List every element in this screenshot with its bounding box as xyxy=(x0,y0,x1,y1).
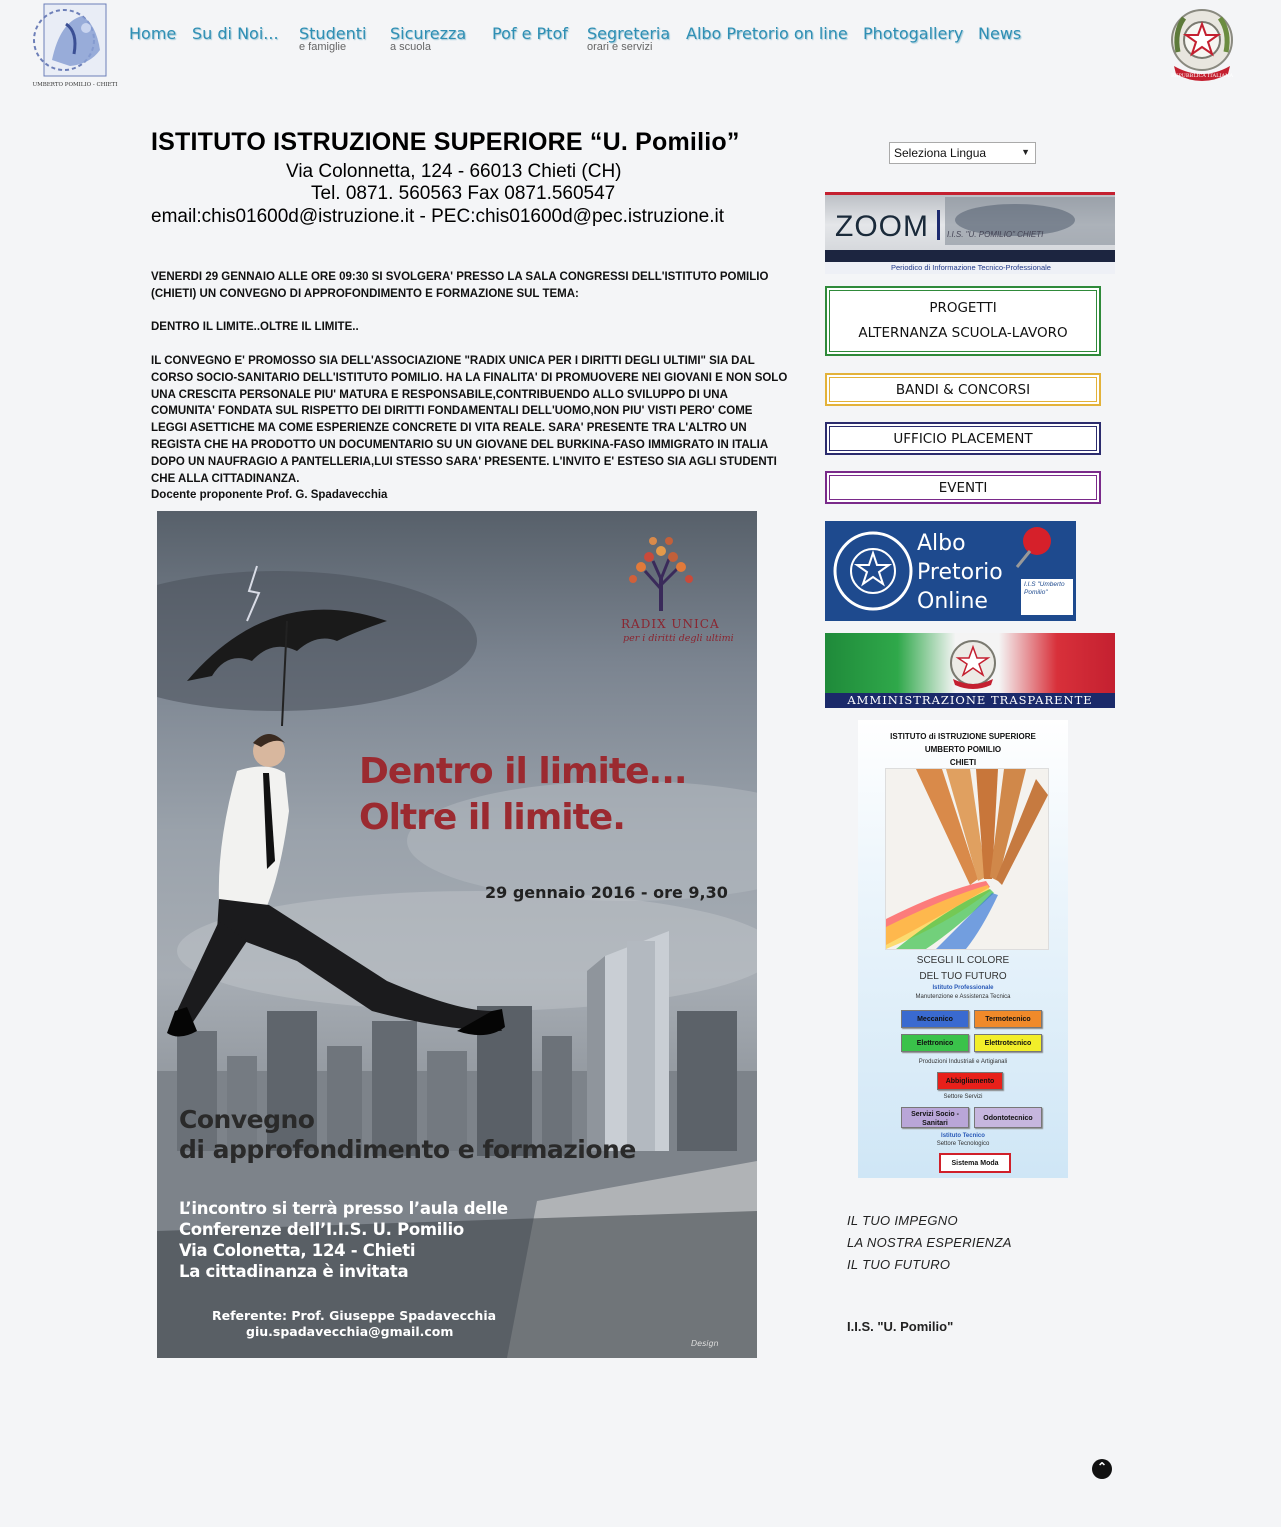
offer-termotecnico[interactable]: Termotecnico xyxy=(974,1010,1042,1028)
nav-home-label: Home xyxy=(129,24,177,43)
school-motto xyxy=(847,1210,1012,1276)
offerta-formativa-card[interactable] xyxy=(858,720,1068,1178)
ufficio-label: UFFICIO PLACEMENT xyxy=(893,430,1033,447)
article-paragraph-body: IL CONVEGNO E' PROMOSSO SIA DELL'ASSOCIAZIONE "RADIX UNICA PER I DIRITTI DEGLI ULTIMI" SIA DAL CORSO SOCIO-SANITARIO DELL'ISTITUTO POMILIO. HA LA FINALITA' DI PROMUOVERE NEI GIOVANI E NON SOLO UNA CRESCITA PERSONALE PIU' MATURA E RESPONSABILE,CONTRIBUENDO ALLO SVILUPPO DI UNA COMUNITA' FONDATA SUL RISPETTO DEI DIRITTI FONDAMENTALI DELL'UOMO,NON PIU' VISTI PERO' COME LEGGI ASETTICHE MA COME ESPERIENZE CONCRETE DI VITA REALE. SARA' PRESENTE TRA L'ALTRO UN REGISTA CHE HA PRODOTTO UN DOCUMENTARIO SU UN GIOVANE DEL BURKINA-FASO IMMIGRATO IN ITALIA DOPO UN NAUFRAGIO A PANTELLERIA,LUI STESSO SARA' PRESENTE. L'INVITO E' ESTESO SIA AGLI STUDENTI CHE ALLA CITTADINANZA. xyxy=(151,354,788,485)
nav-albo-pretorio[interactable] xyxy=(686,24,848,43)
poster-signature: Design xyxy=(691,1339,719,1348)
offer-sistema-moda[interactable]: Sistema Moda xyxy=(939,1153,1011,1173)
offer-head-line3: CHIETI xyxy=(949,758,977,767)
nav-studenti[interactable] xyxy=(299,24,366,53)
offer-slogan-line1: SCEGLI IL COLORE xyxy=(916,955,1010,966)
poster-incontro-line: La cittadinanza è invitata xyxy=(179,1262,409,1281)
ufficio-placement-button[interactable] xyxy=(825,422,1101,455)
motto-line: IL TUO IMPEGNO xyxy=(847,1213,958,1228)
offer-slogan xyxy=(858,953,1068,985)
school-name: ISTITUTO ISTRUZIONE SUPERIORE “U. Pomilio” xyxy=(151,128,740,156)
bandi-label: BANDI & CONCORSI xyxy=(895,381,1031,398)
motto-line: IL TUO FUTURO xyxy=(847,1257,951,1272)
offer-odontotecnico[interactable]: Odontotecnico xyxy=(974,1107,1042,1128)
zoom-subtitle: I.I.S. "U. POMILIO" CHIETI xyxy=(947,230,1044,239)
bandi-concorsi-button[interactable] xyxy=(825,373,1101,406)
event-article xyxy=(151,269,791,504)
offer-elettronico[interactable]: Elettronico xyxy=(901,1034,969,1052)
school-signature: I.I.S. "U. Pomilio" xyxy=(847,1319,954,1334)
albo-line2: Pretorio xyxy=(917,560,1003,585)
article-paragraph-theme: DENTRO IL LIMITE..OLTRE IL LIMITE.. xyxy=(151,321,359,334)
nav-albo-pretorio-label: Albo Pretorio on line xyxy=(686,24,848,43)
article-paragraph-intro: VENERDI 29 GENNAIO ALLE ORE 09:30 SI SVOLGERA' PRESSO LA SALA CONGRESSI DELL'ISTITUTO POMILIO (CHIETI) UN CONVEGNO DI APPROFONDIMENTO E FORMAZIONE SUL TEMA: xyxy=(151,271,769,300)
nav-studenti-label: Studenti xyxy=(299,24,367,43)
albo-line3: Online xyxy=(917,589,988,614)
nav-home[interactable] xyxy=(129,24,176,43)
eventi-label: EVENTI xyxy=(938,479,988,496)
svg-text:REPUBBLICA ITALIANA: REPUBBLICA ITALIANA xyxy=(1170,73,1234,79)
albo-pretorio-banner[interactable] xyxy=(825,521,1076,621)
offer-tecnico: Istituto Tecnico xyxy=(941,1133,985,1139)
nav-sicurezza-label: Sicurezza xyxy=(390,24,467,43)
svg-text:UMBERTO POMILIO - CHIETI: UMBERTO POMILIO - CHIETI xyxy=(32,82,118,88)
nav-news[interactable] xyxy=(978,24,1021,43)
poster-referente: Referente: Prof. Giuseppe Spadavecchia xyxy=(212,1308,497,1323)
nav-pof-ptof-label: Pof e Ptof xyxy=(492,24,568,43)
offer-meccanico[interactable]: Meccanico xyxy=(901,1010,969,1028)
school-phone: Tel. 0871. 560563 Fax 0871.560547 xyxy=(311,183,616,204)
nav-su-di-noi-label: Su di Noi... xyxy=(192,24,279,43)
amministrazione-trasparente-banner[interactable] xyxy=(825,633,1115,708)
poster-title-line1: Dentro il limite... xyxy=(359,751,687,792)
offer-settore-tecnologico: Settore Tecnologico xyxy=(936,1141,990,1147)
poster-date: 29 gennaio 2016 - ore 9,30 xyxy=(485,883,728,902)
progetti-label-line1: PROGETTI xyxy=(929,300,997,316)
article-paragraph-teacher: Docente proponente Prof. G. Spadavecchia xyxy=(151,489,388,502)
event-poster[interactable] xyxy=(157,511,757,1358)
poster-brand-sub: per i diritti degli ultimi xyxy=(623,633,734,644)
offer-elettrotecnico[interactable]: Elettrotecnico xyxy=(974,1034,1042,1052)
scroll-to-top-button[interactable] xyxy=(1092,1459,1112,1479)
chevron-down-icon: ▼ xyxy=(1021,147,1030,157)
poster-referente-email: giu.spadavecchia@gmail.com xyxy=(246,1324,454,1339)
offer-slogan-line2: DEL TUO FUTURO xyxy=(919,971,1007,982)
nav-su-di-noi[interactable] xyxy=(192,24,279,43)
language-select[interactable] xyxy=(889,142,1036,164)
motto-line: LA NOSTRA ESPERIENZA xyxy=(847,1235,1012,1250)
chevron-up-icon: ⌃ xyxy=(1096,1460,1108,1474)
school-logo[interactable] xyxy=(30,2,120,90)
zoom-footer: Periodico di Informazione Tecnico-Professionale xyxy=(825,262,1115,274)
language-select-value: Seleziona Lingua xyxy=(894,146,987,160)
poster-incontro-line: Via Colonetta, 124 - Chieti xyxy=(179,1241,416,1260)
offer-head-line2: UMBERTO POMILIO xyxy=(924,745,1002,754)
nav-news-label: News xyxy=(978,24,1022,43)
zoom-periodical-banner[interactable] xyxy=(825,192,1115,274)
poster-convegno-line1: Convegno xyxy=(179,1105,315,1134)
school-address: Via Colonnetta, 124 - 66013 Chieti (CH) xyxy=(286,161,622,182)
poster-incontro-line: Conferenze dell’I.I.S. U. Pomilio xyxy=(179,1220,464,1239)
nav-segreteria-sub: orari e servizi xyxy=(587,41,653,53)
offer-head-line1: ISTITUTO di ISTRUZIONE SUPERIORE xyxy=(890,732,1036,741)
offer-heading xyxy=(858,730,1068,769)
offer-produzioni: Produzioni Industriali e Artigianali xyxy=(918,1059,1008,1065)
colored-pencils-image xyxy=(885,768,1049,950)
nav-studenti-sub: e famiglie xyxy=(299,41,347,53)
offer-settore-servizi: Settore Servizi xyxy=(943,1094,983,1100)
offer-professionale: Istituto Professionale xyxy=(932,985,994,991)
albo-line1: Albo xyxy=(917,531,966,556)
eventi-button[interactable] xyxy=(825,471,1101,504)
offer-abbigliamento[interactable]: Abbigliamento xyxy=(937,1072,1003,1090)
trasparente-label: AMMINISTRAZIONE TRASPARENTE xyxy=(825,693,1115,708)
nav-segreteria-label: Segreteria xyxy=(587,24,671,43)
poster-convegno-line2: di approfondimento e formazione xyxy=(179,1135,636,1164)
nav-sicurezza-sub: a scuola xyxy=(390,41,431,53)
republic-emblem xyxy=(1166,2,1238,84)
nav-sicurezza[interactable] xyxy=(390,24,466,53)
poster-incontro-line: L’incontro si terrà presso l’aula delle xyxy=(179,1199,508,1218)
progetti-alternanza-button[interactable] xyxy=(825,286,1101,356)
progetti-label-line2: ALTERNANZA SCUOLA-LAVORO xyxy=(858,325,1068,341)
nav-photogallery[interactable] xyxy=(863,24,963,43)
school-heading xyxy=(151,128,791,228)
offer-servizi-socio[interactable]: Servizi Socio - Sanitari xyxy=(901,1107,969,1128)
nav-segreteria[interactable] xyxy=(587,24,670,53)
school-email: email:chis01600d@istruzione.it - PEC:chis01600d@pec.istruzione.it xyxy=(151,206,724,227)
nav-pof-ptof[interactable] xyxy=(492,24,568,43)
poster-title-line2: Oltre il limite. xyxy=(359,797,625,838)
poster-brand: RADIX UNICA xyxy=(621,617,720,631)
albo-tag: I.I.S "Umberto Pomilio" xyxy=(1021,579,1073,615)
offer-manutenzione: Manutenzione e Assistenza Tecnica xyxy=(915,994,1011,1000)
zoom-title: ZOOM xyxy=(835,210,929,243)
nav-photogallery-label: Photogallery xyxy=(863,24,964,43)
